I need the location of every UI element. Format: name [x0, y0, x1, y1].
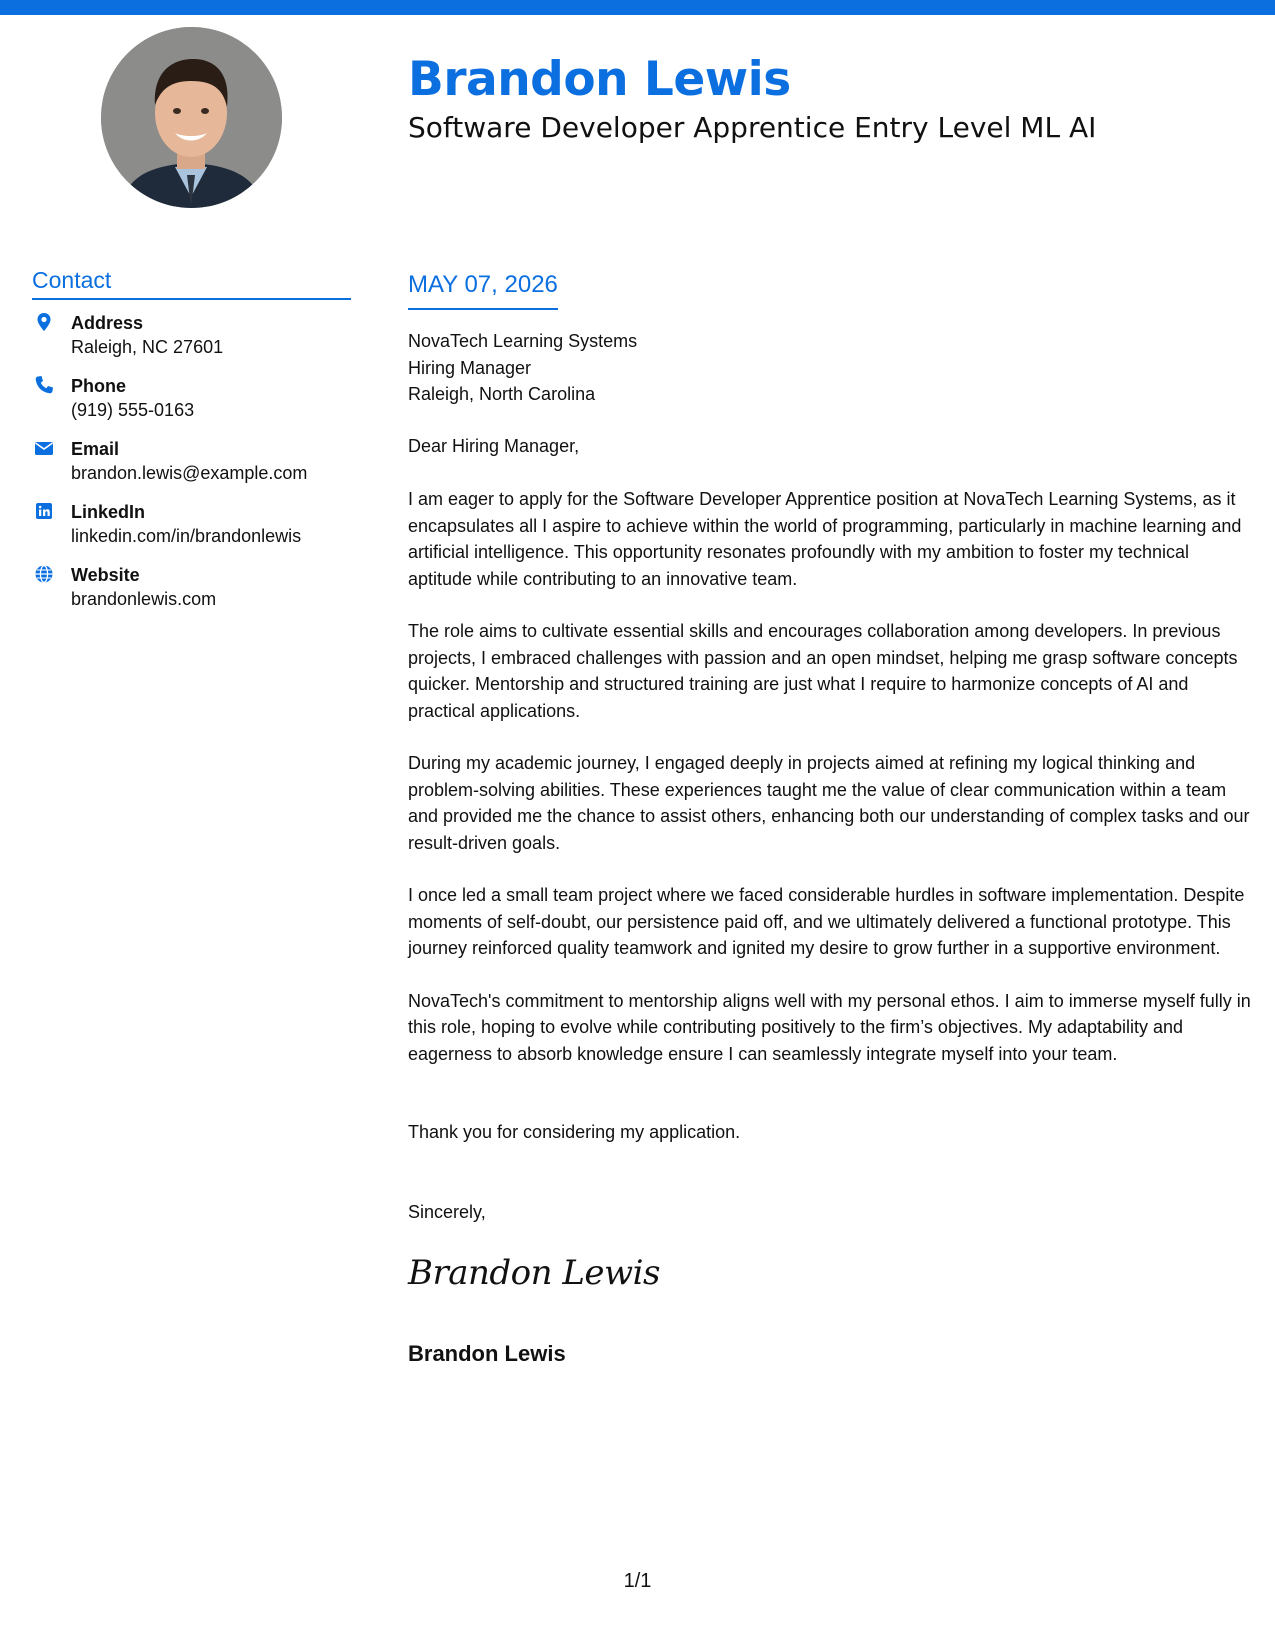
contact-label: LinkedIn [71, 502, 146, 522]
linkedin-icon [34, 501, 54, 521]
contact-item-email [32, 438, 362, 501]
page-number: 1/1 [623, 1570, 652, 1592]
location-pin-icon [34, 312, 54, 332]
letter-body [408, 486, 1253, 1093]
profile-photo [101, 27, 282, 208]
contact-item-linkedin [32, 501, 362, 564]
body-paragraph: NovaTech's commitment to mentorship aligns well with my personal ethos. I aim to immerse myself fully in this role, hoping to evolve while contributing positively to the firm’s objectives. My adaptability and eagerness to absorb knowledge ensure I can seamlessly integrate myself into your team. [408, 990, 1251, 1064]
contact-label: Phone [71, 376, 127, 396]
salutation: Dear Hiring Manager, [408, 436, 580, 456]
job-title: Software Developer Apprentice Entry Level ML AI [408, 111, 1097, 144]
contact-value: brandon.lewis@example.com [71, 463, 308, 483]
contact-label: Address [71, 313, 144, 333]
applicant-name: Brandon Lewis [408, 52, 791, 107]
body-paragraph: I once led a small team project where we faced considerable hurdles in software implementation. Despite moments of self-doubt, our persistence paid off, and we ultimately delivered a functional prototype. This journey reinforced quality teamwork and ignited my desire to grow further in a supportive environment. [408, 885, 1245, 958]
signed-name: Brandon Lewis [408, 1341, 566, 1366]
recipient-role: Hiring Manager [408, 357, 532, 378]
contact-value: brandonlewis.com [71, 589, 217, 609]
closing-sincerely: Sincerely, [408, 1202, 486, 1222]
contact-item-phone [32, 375, 362, 438]
contact-item-website [32, 564, 362, 627]
letter-date: MAY 07, 2026 [408, 270, 558, 310]
top-accent-bar [0, 0, 1275, 15]
recipient-location: Raleigh, North Carolina [408, 384, 596, 404]
recipient-block [408, 328, 637, 408]
contact-heading: Contact [32, 266, 351, 300]
body-paragraph: I am eager to apply for the Software Developer Apprentice position at NovaTech Learning Systems, as it encapsulates all I aspire to achieve within the world of programming, particularly in machine learning and artificial intelligence. This opportunity resonates profoundly with my ambition to foster my technical aptitude while contributing to an innovative team. [408, 489, 1242, 589]
body-paragraph: The role aims to cultivate essential skills and encourages collaboration among developers. In previous projects, I embraced challenges with passion and an open mindset, helping me grasp software concepts quicker. Mentorship and structured training are just what I require to harmonize concepts of AI and practical applications. [408, 621, 1238, 721]
contact-value: (919) 555-0163 [71, 400, 195, 420]
contact-label: Website [71, 565, 140, 585]
phone-icon [34, 375, 54, 395]
globe-icon [34, 564, 54, 584]
contact-item-address [32, 312, 362, 375]
envelope-icon [34, 438, 54, 458]
body-paragraph: During my academic journey, I engaged deeply in projects aimed at refining my logical thinking and problem-solving abilities. These experiences taught me the value of clear communication within a team and provided me the chance to assist others, enhancing both our understanding of complex tasks and our result-driven goals. [408, 753, 1250, 853]
closing-thanks: Thank you for considering my application. [408, 1122, 741, 1142]
recipient-company: NovaTech Learning Systems [408, 331, 638, 351]
contact-value: Raleigh, NC 27601 [71, 337, 224, 357]
contact-list [32, 312, 362, 627]
handwritten-signature: Brandon Lewis [408, 1253, 660, 1293]
contact-label: Email [71, 439, 120, 459]
contact-value: linkedin.com/in/brandonlewis [71, 526, 302, 546]
